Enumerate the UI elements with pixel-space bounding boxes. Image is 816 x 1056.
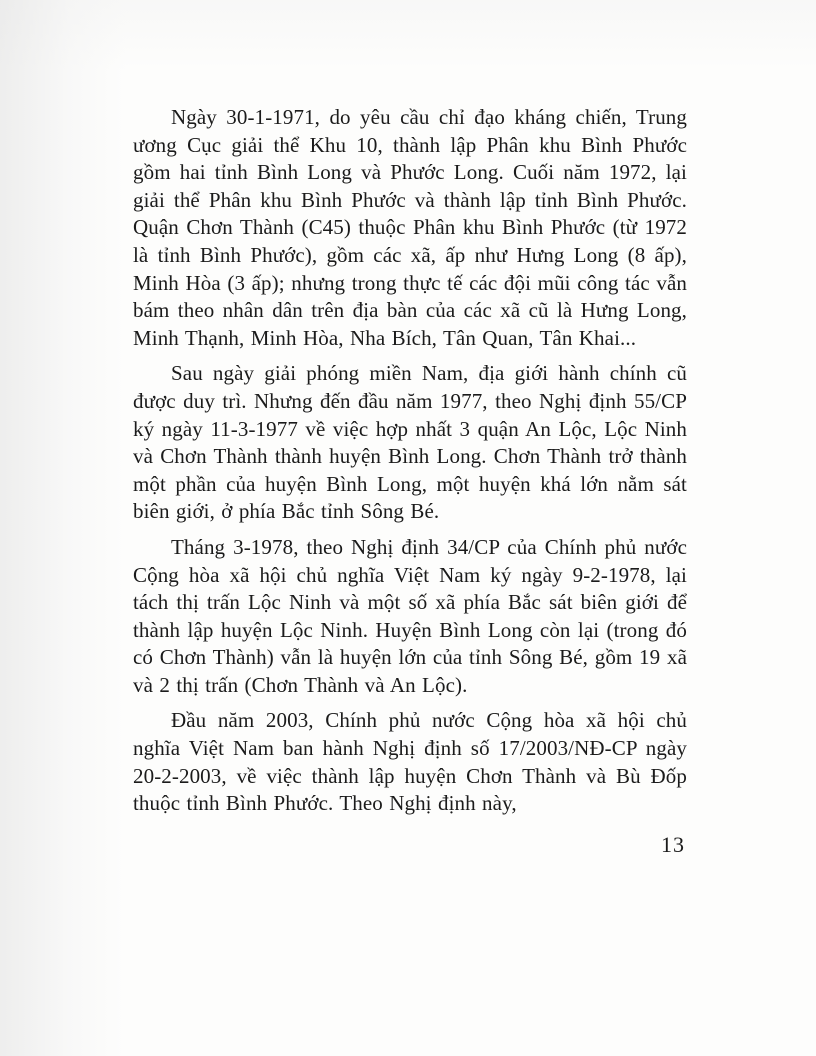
paragraph-1: Ngày 30-1-1971, do yêu cầu chỉ đạo kháng chiến, Trung ương Cục giải thể Khu 10, thành lập Phân khu Bình Phước gồm hai tỉnh Bình Long và Phước Long. Cuối năm 1972, lại giải thể Phân khu Bình Phước và thành lập tỉnh Bình Phước. Quận Chơn Thành (C45) thuộc Phân khu Bình Phước (từ 1972 là tỉnh Bình Phước), gồm các xã, ấp như Hưng Long (8 ấp), Minh Hòa (3 ấp); nhưng trong thực tế các đội mũi công tác vẫn bám theo nhân dân trên địa bàn của các xã cũ là Hưng Long, Minh Thạnh, Minh Hòa, Nha Bích, Tân Quan, Tân Khai... <box>133 105 687 350</box>
paragraph-4: Đầu năm 2003, Chính phủ nước Cộng hòa xã hội chủ nghĩa Việt Nam ban hành Nghị định số 17/2003/NĐ-CP ngày 20-2-2003, về việc thành lập huyện Chơn Thành và Bù Đốp thuộc tỉnh Bình Phước. Theo Nghị định này, <box>133 708 687 816</box>
text-block <box>133 104 687 858</box>
page-number: 13 <box>661 831 685 857</box>
paragraph-2: Sau ngày giải phóng miền Nam, địa giới hành chính cũ được duy trì. Nhưng đến đầu năm 1977, theo Nghị định 55/CP ký ngày 11-3-1977 về việc hợp nhất 3 quận An Lộc, Lộc Ninh và Chơn Thành thành huyện Bình Long. Chơn Thành trở thành một phần của huyện Bình Long, một huyện khá lớn nằm sát biên giới, ở phía Bắc tỉnh Sông Bé. <box>133 361 687 524</box>
paragraph-3: Tháng 3-1978, theo Nghị định 34/CP của Chính phủ nước Cộng hòa xã hội chủ nghĩa Việt Nam ký ngày 9-2-1978, lại tách thị trấn Lộc Ninh và một số xã phía Bắc sát biên giới để thành lập huyện Lộc Ninh. Huyện Bình Long còn lại (trong đó có Chơn Thành) vẫn là huyện lớn của tỉnh Sông Bé, gồm 19 xã và 2 thị trấn (Chơn Thành và An Lộc). <box>133 534 687 697</box>
